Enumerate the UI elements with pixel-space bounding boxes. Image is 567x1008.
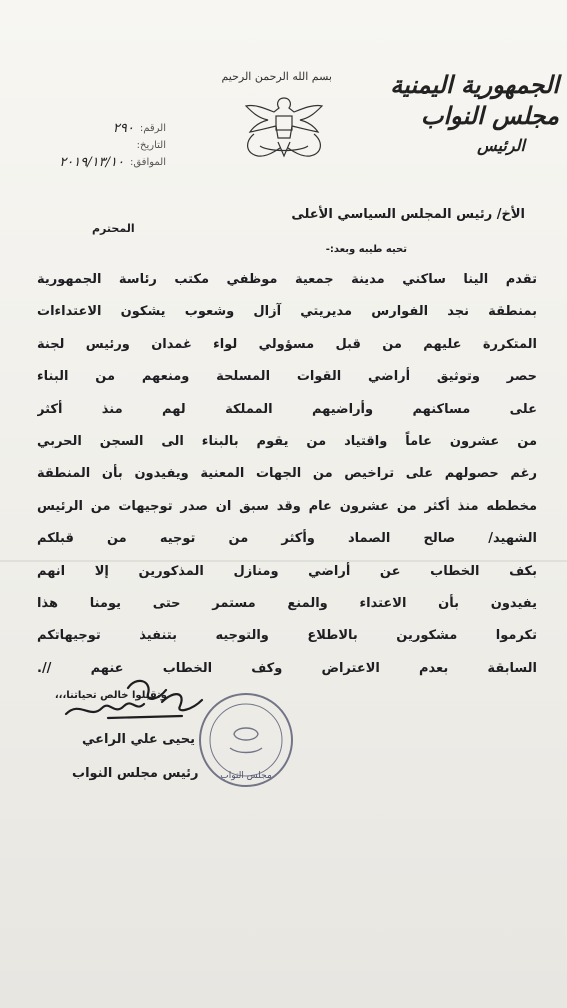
reference-block [6, 120, 166, 171]
basmala: بسم الله الرحمن الرحيم [221, 70, 332, 83]
number-value: ٢٩٠ [112, 121, 134, 136]
letterhead-right [390, 70, 559, 160]
body-line: المتكررة عليهم من قبل مسؤولي لواء غمدان ورئيس لجنة [37, 336, 537, 352]
body-line: تقدم الينا ساكني مدينة جمعية موظفي مكتب رئاسة الجمهورية [37, 272, 537, 287]
body-line: بمنطقة نجد الفوارس مديريتي آزال وشعوب يشكون الاعتداءات [37, 304, 537, 320]
body-line: رغم حصولهم على تراخيص من الجهات المعنية ويفيدون بأن المنطقة [37, 466, 537, 482]
closing-line: وتقبلوا خالص تحياتنا،،، [54, 690, 167, 701]
addressee-line: الأخ/ رئيس المجلس السياسي الأعلى [291, 207, 525, 222]
body-line: من عشرون عاماً واقتياد من يقوم بالبناء الى السجن الحربي [37, 433, 537, 449]
number-label: الرقم: [139, 123, 166, 134]
body-line: مخططه منذ أكثر من عشرون عام وقد سبق ان صدر توجيهات من الرئيس [37, 498, 537, 514]
number-row [6, 120, 166, 137]
date-label: التاريخ: [136, 140, 166, 151]
eagle-emblem-icon [234, 90, 334, 162]
corresponding-row [6, 154, 166, 171]
date-row [6, 137, 166, 154]
letterhead-president: الرئيس [477, 136, 525, 155]
body-line: تكرموا مشكورين بالاطلاع والتوجيه بتنفيذ توجيهاتكم [37, 628, 537, 644]
corresponding-label: الموافق: [129, 157, 166, 168]
body-line: حصر وتوثيق أراضي القوات المسلحة ومنعهم من البناء [37, 369, 537, 385]
corresponding-value: ٢٠١٩/١٣/١٠ [59, 155, 124, 170]
body-line: بكف الخطاب عن أراضي ومنازل المذكورين إلا انهم [37, 563, 537, 579]
greeting: تحيه طيبه وبعد:- [325, 244, 407, 255]
body-line: الشهيد/ صالح الصماد وأكثر من توجيه من قبلكم [37, 531, 537, 547]
handwritten-signature [62, 670, 212, 730]
signer-name: يحيى علي الراعي [82, 732, 196, 747]
body-line: على مساكنهم وأراضيهم المملكة لهم منذ أكثر [37, 401, 537, 417]
letter-body [37, 264, 537, 685]
body-line: يفيدون بأن الاعتداء والمنع مستمر حتى يومنا هذا [37, 595, 537, 611]
stamp-text: مجلس النواب [220, 771, 272, 781]
letterhead-republic: الجمهورية اليمنية [390, 70, 559, 99]
body-line: السابقة بعدم الاعتراض وكف الخطاب عنهم //. [37, 660, 537, 676]
letterhead-parliament: مجلس النواب [420, 101, 559, 130]
addressee-honorific: المحترم [92, 222, 135, 235]
signer-title: رئيس مجلس النواب [72, 766, 199, 781]
